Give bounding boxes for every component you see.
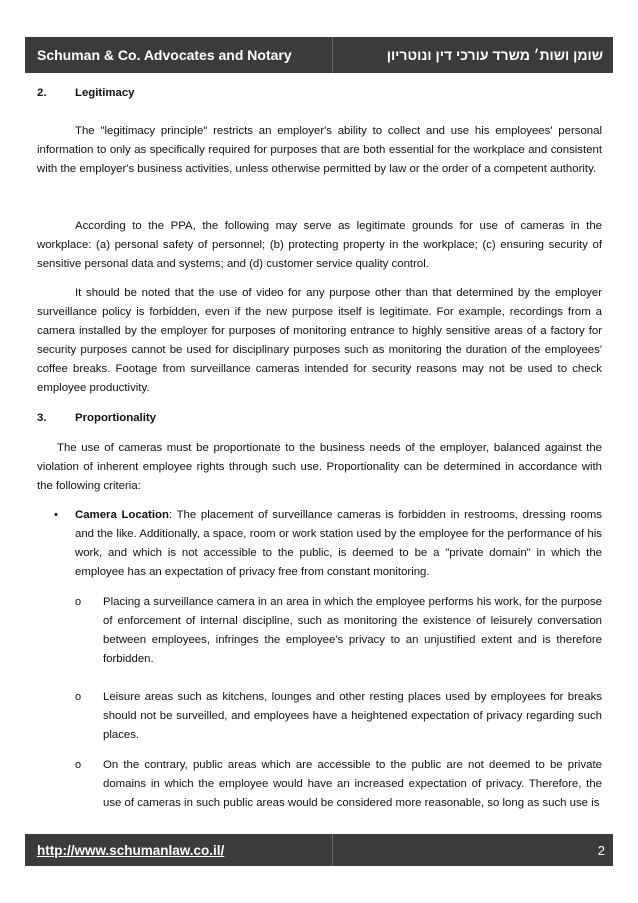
sub-list-item xyxy=(75,593,602,669)
section-heading-legitimacy xyxy=(37,84,602,103)
section-title: Proportionality xyxy=(75,412,157,424)
section-heading-proportionality xyxy=(37,409,602,428)
sub-list-item xyxy=(75,756,602,813)
firm-name-english: Schuman & Co. Advocates and Notary xyxy=(37,47,292,63)
paragraph-ppa-grounds: According to the PPA, the following may serve as legitimate grounds for use of cameras in the workplace: (a) personal safety of personnel; (b) protecting property in the workplace; (c) ensuring security of sensitive personal data and systems; and (d) customer service quality control. xyxy=(37,220,602,270)
circle-bullet-icon: o xyxy=(75,691,82,703)
list-item-camera-location xyxy=(37,506,602,582)
firm-name-hebrew: שומן ושות׳ משרד עורכי דין ונוטריון xyxy=(386,47,603,63)
website-link[interactable]: http://www.schumanlaw.co.il/ xyxy=(37,842,225,858)
footer-bar xyxy=(25,834,613,866)
sub-list-item-text: On the contrary, public areas which are accessible to the public are not deemed to be private domains in which the employee would have an increased expectation of privacy. Therefore, the use of cameras in such public areas would be considered more reasonable, so long as such use is xyxy=(103,759,602,809)
section-title: Legitimacy xyxy=(75,87,135,99)
circle-bullet-icon: o xyxy=(75,596,82,608)
page-number: 2 xyxy=(597,842,605,858)
section-number: 3. xyxy=(37,412,47,424)
bullet-label: Camera Location xyxy=(75,509,169,521)
section-number: 2. xyxy=(37,87,47,99)
bullet-body: : The placement of surveillance cameras is forbidden in restrooms, dressing rooms and the like. Additionally, a space, room or work station used by the employee for the performance of his work, and which is not accessible to the public, is deemed to be a "private domain" in which the employee has an expectation of privacy free from constant monitoring. xyxy=(75,509,602,578)
sub-list-item xyxy=(75,688,602,745)
paragraph-legitimacy-principle: The "legitimacy principle" restricts an employer's ability to collect and use his employees' personal information to only as specifically required for purposes that are both essential for the workplace and consistent with the employer's business activities, unless otherwise permitted by law or the order of a competent authority. xyxy=(37,125,602,175)
list-item-text xyxy=(75,506,602,582)
sub-list-item-text: Placing a surveillance camera in an area in which the employee performs his work, for the purpose of enforcement of internal discipline, such as monitoring the existence of leisurely conversation between employees, infringes the employee's privacy to an unjustified extent and is therefore forbidden. xyxy=(103,596,602,665)
sub-list-item-text: Leisure areas such as kitchens, lounges and other resting places used by employees for breaks should not be surveilled, and employees have a heightened expectation of privacy regarding such places. xyxy=(103,691,602,741)
header-bar xyxy=(25,37,613,73)
paragraph-proportionality-intro: The use of cameras must be proportionate to the business needs of the employer, balanced against the violation of inherent employee rights through such use. Proportionality can be determined in accordance with the following criteria: xyxy=(37,442,602,492)
bullet-icon: • xyxy=(54,509,58,521)
document-body xyxy=(37,84,602,813)
paragraph-video-purpose: It should be noted that the use of video for any purpose other than that determined by the employer surveillance policy is forbidden, even if the new purpose itself is legitimate. For example, recordings from a camera installed by the employer for purposes of monitoring entrance to highly sensitive areas of a factory for security purposes cannot be used for disciplinary purposes such as monitoring the duration of the employees' coffee breaks. Footage from surveillance cameras intended for security reasons may not be used to check employee productivity. xyxy=(37,287,602,394)
circle-bullet-icon: o xyxy=(75,759,82,771)
